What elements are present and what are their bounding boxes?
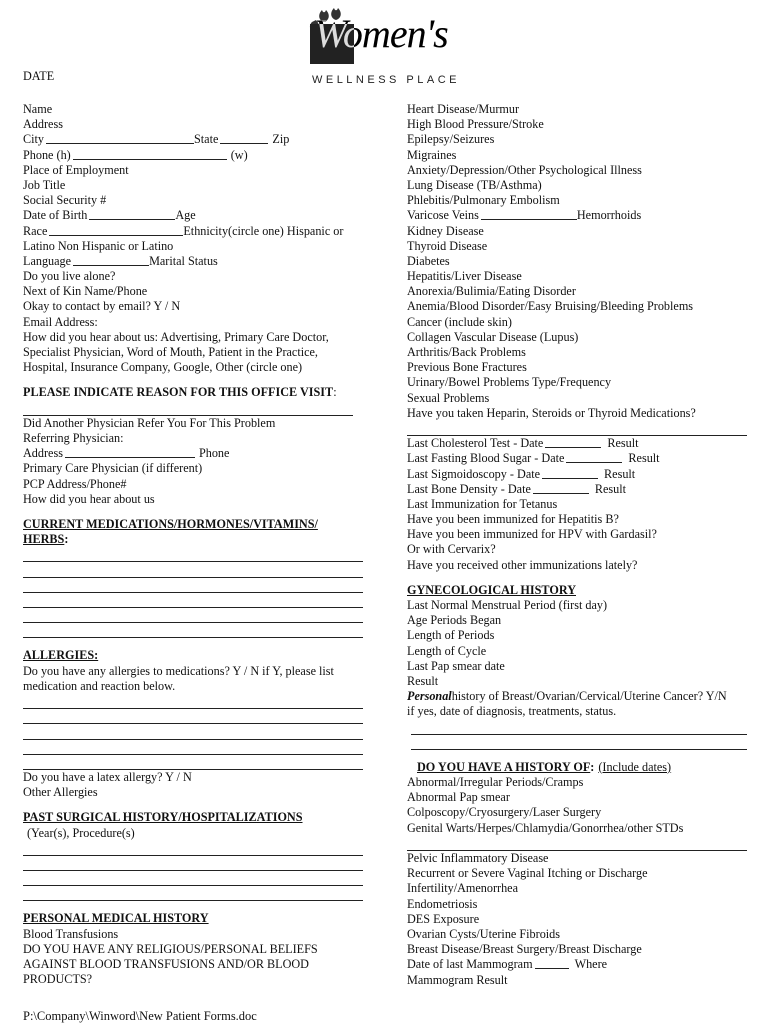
meds-heading-2: HERBS : bbox=[23, 532, 69, 547]
surgical-line[interactable] bbox=[23, 886, 363, 901]
pcp-field[interactable]: Primary Care Physician (if different) bbox=[23, 461, 203, 476]
gyn-field[interactable]: Age Periods Began bbox=[407, 613, 502, 628]
medications-line[interactable] bbox=[407, 421, 747, 436]
personal-history-question[interactable]: Personal history of Breast/Ovarian/Cervical/Uterine Cancer? Y/N bbox=[407, 689, 727, 704]
meds-heading: CURRENT MEDICATIONS/HORMONES/VITAMINS/ bbox=[23, 516, 318, 531]
religious-line-2: AGAINST BLOOD TRANSFUSIONS AND/OR BLOOD bbox=[23, 957, 309, 972]
history-field[interactable]: Endometriosis bbox=[407, 896, 478, 911]
meds-line[interactable] bbox=[23, 547, 363, 562]
religious-line-1: DO YOU HAVE ANY RELIGIOUS/PERSONAL BELIEFS bbox=[23, 941, 318, 956]
language-marital-field[interactable]: Language Marital Status bbox=[23, 253, 218, 268]
condition-field[interactable]: Lung Disease (TB/Asthma) bbox=[407, 177, 542, 192]
varicose-hemorrhoids-field[interactable]: Varicose Veins Hemorrhoids bbox=[407, 208, 642, 223]
immunization-field[interactable]: Last Immunization for Tetanus bbox=[407, 496, 558, 511]
meds-line[interactable] bbox=[23, 623, 363, 638]
condition-field[interactable]: Diabetes bbox=[407, 253, 450, 268]
hear-us-field[interactable]: How did you hear about us bbox=[23, 491, 155, 506]
condition-field[interactable]: Anxiety/Depression/Other Psychological Illness bbox=[407, 162, 642, 177]
right-column bbox=[407, 102, 747, 988]
pmh-heading: PERSONAL MEDICAL HISTORY bbox=[23, 911, 209, 926]
gyn-field[interactable]: Length of Cycle bbox=[407, 643, 487, 658]
condition-field[interactable]: Migraines bbox=[407, 147, 457, 162]
test-field[interactable]: Last Sigmoidoscopy - Date Result bbox=[407, 466, 636, 481]
meds-line[interactable] bbox=[23, 578, 363, 593]
employment-field[interactable]: Place of Employment bbox=[23, 162, 129, 177]
condition-field[interactable]: Phlebitis/Pulmonary Embolism bbox=[407, 193, 560, 208]
allergies-line[interactable] bbox=[23, 694, 363, 709]
mammogram-result-field[interactable]: Mammogram Result bbox=[407, 972, 508, 987]
personal-history-note: if yes, date of diagnosis, treatments, status. bbox=[407, 704, 617, 719]
immunization-field[interactable]: Have you received other immunizations lately? bbox=[407, 557, 638, 572]
file-path-footer: P:\Company\Winword\New Patient Forms.doc bbox=[23, 1009, 257, 1023]
job-title-field[interactable]: Job Title bbox=[23, 177, 66, 192]
immunization-field[interactable]: Or with Cervarix? bbox=[407, 542, 496, 557]
surgical-line[interactable] bbox=[23, 871, 363, 886]
live-alone-field[interactable]: Do you live alone? bbox=[23, 269, 116, 284]
condition-field[interactable]: Have you taken Heparin, Steroids or Thyroid Medications? bbox=[407, 405, 696, 420]
city-state-zip-field[interactable]: City State Zip bbox=[23, 132, 290, 147]
condition-field[interactable]: Arthritis/Back Problems bbox=[407, 345, 526, 359]
history-field[interactable]: Abnormal Pap smear bbox=[407, 790, 510, 805]
latex-allergy-field[interactable]: Do you have a latex allergy? Y / N bbox=[23, 769, 192, 784]
transfusions-field[interactable]: Blood Transfusions bbox=[23, 926, 119, 941]
pcp-address-field[interactable]: PCP Address/Phone# bbox=[23, 476, 127, 491]
meds-line[interactable] bbox=[23, 562, 363, 577]
other-allergies-field[interactable]: Other Allergies bbox=[23, 785, 98, 800]
history-field[interactable]: Breast Disease/Breast Surgery/Breast Discharge bbox=[407, 942, 642, 957]
history-field[interactable]: Colposcopy/Cryosurgery/Laser Surgery bbox=[407, 805, 602, 820]
test-field[interactable]: Last Bone Density - Date Result bbox=[407, 481, 627, 496]
history-field[interactable]: Infertility/Amenorrhea bbox=[407, 881, 518, 896]
reason-heading: PLEASE INDICATE REASON FOR THIS OFFICE VISIT : bbox=[23, 385, 337, 400]
ssn-field[interactable]: Social Security # bbox=[23, 193, 107, 208]
allergies-heading: ALLERGIES: bbox=[23, 648, 99, 663]
mammogram-field[interactable]: Date of last Mammogram Where bbox=[407, 957, 608, 972]
meds-line[interactable] bbox=[23, 608, 363, 623]
allergies-question[interactable]: Do you have any allergies to medications? Y / N if Y, please list medication and reaction below. bbox=[23, 663, 334, 693]
test-field[interactable]: Last Cholesterol Test - Date Result bbox=[407, 436, 639, 451]
reason-line[interactable] bbox=[23, 401, 353, 416]
referring-physician-field[interactable]: Referring Physician: bbox=[23, 430, 124, 445]
history-field[interactable]: Pelvic Inflammatory Disease bbox=[407, 851, 549, 865]
condition-field[interactable]: Cancer (include skin) bbox=[407, 314, 512, 329]
history-field[interactable]: Recurrent or Severe Vaginal Itching or Discharge bbox=[407, 866, 648, 881]
address-field[interactable]: Address bbox=[23, 117, 63, 132]
hear-about-options[interactable]: How did you hear about us: Advertising, Primary Care Doctor, Specialist Physician, Word of Mouth, Patient in the Practice, Hospital, Insurance Company, Google, Other (circle one) bbox=[23, 329, 329, 375]
history-field[interactable]: DES Exposure bbox=[407, 911, 480, 926]
condition-field[interactable]: Collagen Vascular Disease (Lupus) bbox=[407, 329, 579, 344]
immunization-field[interactable]: Have you been immunized for HPV with Gardasil? bbox=[407, 527, 657, 542]
logo bbox=[296, 4, 466, 88]
condition-field[interactable]: Epilepsy/Seizures bbox=[407, 132, 495, 147]
allergies-line[interactable] bbox=[23, 709, 363, 724]
personal-history-line[interactable] bbox=[411, 735, 747, 750]
email-ok-field[interactable]: Okay to contact by email? Y / N bbox=[23, 299, 181, 314]
ethnicity-options[interactable]: Latino Non Hispanic or Latino bbox=[23, 238, 174, 253]
history-field[interactable]: Ovarian Cysts/Uterine Fibroids bbox=[407, 926, 561, 941]
kin-field[interactable]: Next of Kin Name/Phone bbox=[23, 284, 148, 299]
referred-field[interactable]: Did Another Physician Refer You For This Problem bbox=[23, 415, 276, 430]
surgical-heading: PAST SURGICAL HISTORY/HOSPITALIZATIONS bbox=[23, 810, 303, 825]
condition-field[interactable]: Thyroid Disease bbox=[407, 238, 488, 253]
email-field[interactable]: Email Address: bbox=[23, 314, 98, 329]
condition-field[interactable]: Kidney Disease bbox=[407, 223, 484, 238]
condition-field[interactable]: Anorexia/Bulimia/Eating Disorder bbox=[407, 284, 576, 299]
allergies-line[interactable] bbox=[23, 740, 363, 755]
race-ethnicity-field[interactable]: Race Ethnicity(circle one) Hispanic or bbox=[23, 223, 344, 238]
logo-tagline: WELLNESS PLACE bbox=[311, 74, 461, 86]
date-field[interactable] bbox=[23, 69, 213, 84]
surgical-line[interactable] bbox=[23, 856, 363, 871]
allergies-line[interactable] bbox=[23, 724, 363, 739]
condition-field[interactable]: Urinary/Bowel Problems Type/Frequency bbox=[407, 375, 612, 390]
dob-age-field[interactable]: Date of Birth Age bbox=[23, 208, 196, 223]
history-field[interactable]: Abnormal/Irregular Periods/Cramps bbox=[407, 775, 584, 790]
condition-field[interactable]: Previous Bone Fractures bbox=[407, 360, 527, 375]
surgical-field[interactable]: (Year(s), Procedure(s) bbox=[27, 825, 135, 840]
personal-history-line[interactable] bbox=[411, 720, 747, 735]
condition-field[interactable]: Hepatitis/Liver Disease bbox=[407, 269, 522, 284]
gyn-heading: GYNECOLOGICAL HISTORY bbox=[407, 582, 576, 597]
immunization-field[interactable]: Have you been immunized for Hepatitis B? bbox=[407, 512, 619, 527]
gyn-field[interactable]: Length of Periods bbox=[407, 628, 495, 643]
gyn-field[interactable]: Result bbox=[407, 673, 439, 688]
surgical-line[interactable] bbox=[23, 841, 363, 856]
condition-field[interactable]: Heart Disease/Murmur bbox=[407, 102, 520, 116]
condition-field[interactable]: Sexual Problems bbox=[407, 390, 490, 405]
phone-field[interactable]: Phone (h) (w) bbox=[23, 147, 248, 162]
gyn-field[interactable]: Last Normal Menstrual Period (first day) bbox=[407, 598, 608, 612]
date-label: DATE bbox=[23, 69, 55, 83]
ref-address-phone-field[interactable]: Address Phone bbox=[23, 446, 230, 461]
religious-field[interactable]: PRODUCTS? bbox=[23, 972, 93, 987]
logo-word: Women's bbox=[314, 11, 448, 56]
condition-field[interactable]: Anemia/Blood Disorder/Easy Bruising/Bleeding Problems bbox=[407, 299, 694, 314]
history-line[interactable] bbox=[407, 836, 747, 851]
allergies-line[interactable] bbox=[23, 755, 363, 770]
test-field[interactable]: Last Fasting Blood Sugar - Date Result bbox=[407, 451, 660, 466]
left-column bbox=[23, 102, 363, 987]
meds-line[interactable] bbox=[23, 593, 363, 608]
history-heading: DO YOU HAVE A HISTORY OF : (Include dates) bbox=[417, 759, 672, 774]
name-field[interactable]: Name bbox=[23, 102, 53, 116]
gyn-field[interactable]: Last Pap smear date bbox=[407, 658, 505, 673]
condition-field[interactable]: High Blood Pressure/Stroke bbox=[407, 117, 544, 132]
history-field[interactable]: Genital Warts/Herpes/Chlamydia/Gonorrhea/other STDs bbox=[407, 820, 684, 835]
